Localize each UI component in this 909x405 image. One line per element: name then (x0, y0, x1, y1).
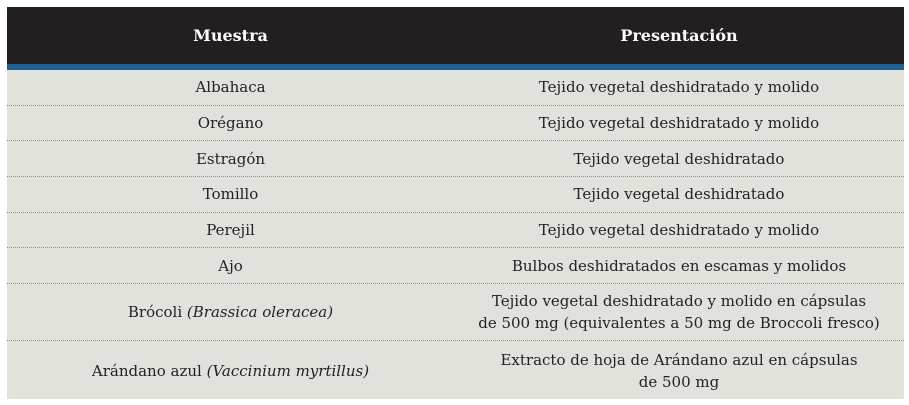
presentation-text: Tejido vegetal deshidratado y molido (538, 221, 820, 240)
scientific-name: (Vaccinium myrtillus) (206, 362, 370, 381)
sample-name: Ajo (218, 256, 243, 275)
sample-cell (7, 219, 454, 241)
scientific-name: (Brassica oleracea) (186, 303, 334, 322)
sample-cell (7, 301, 454, 323)
sample-cell (7, 76, 454, 98)
sample-name: Perejil (206, 221, 255, 240)
presentation-cell (454, 183, 904, 205)
presentation-text: Tejido vegetal deshidratado y molido (538, 78, 820, 97)
table-row (7, 341, 904, 401)
sample-name: Brócoli (127, 303, 183, 322)
presentation-text-line-1: Tejido vegetal deshidratado y molido en cápsulas (491, 292, 867, 311)
sample-cell (7, 148, 454, 170)
sample-name: Arándano azul (91, 362, 202, 381)
sample-cell (7, 255, 454, 277)
sample-name: Albahaca (195, 78, 266, 97)
table-header (7, 7, 904, 70)
sample-name: Tomillo (202, 185, 259, 204)
presentation-text: Tejido vegetal deshidratado (573, 149, 785, 168)
presentation-cell (454, 76, 904, 98)
presentation-cell (454, 219, 904, 241)
presentation-text-line-1: Extracto de hoja de Arándano azul en cápsulas (500, 351, 858, 370)
sample-cell (7, 183, 454, 205)
header-presentation: Presentación (620, 26, 738, 45)
table-row (7, 106, 904, 142)
sample-cell (7, 112, 454, 134)
table-row (7, 284, 904, 341)
table-row (7, 141, 904, 177)
sample-name: Orégano (197, 114, 264, 133)
presentation-text-line-2: de 500 mg (638, 373, 720, 392)
sample-name: Estragón (195, 149, 266, 168)
presentation-text: Tejido vegetal deshidratado y molido (538, 114, 820, 133)
presentation-cell (454, 349, 904, 393)
header-sample: Muestra (193, 26, 268, 45)
data-table (7, 7, 904, 399)
presentation-text: Tejido vegetal deshidratado (573, 185, 785, 204)
table-row (7, 213, 904, 249)
table-row (7, 70, 904, 106)
table-row (7, 177, 904, 213)
presentation-text: Bulbos deshidratados en escamas y molidos (511, 256, 847, 275)
table-row (7, 248, 904, 284)
sample-cell (7, 360, 454, 382)
presentation-text-line-2: de 500 mg (equivalentes a 50 mg de Broccoli fresco) (478, 314, 880, 333)
presentation-cell (454, 255, 904, 277)
presentation-cell (454, 148, 904, 170)
presentation-cell (454, 290, 904, 334)
presentation-cell (454, 112, 904, 134)
